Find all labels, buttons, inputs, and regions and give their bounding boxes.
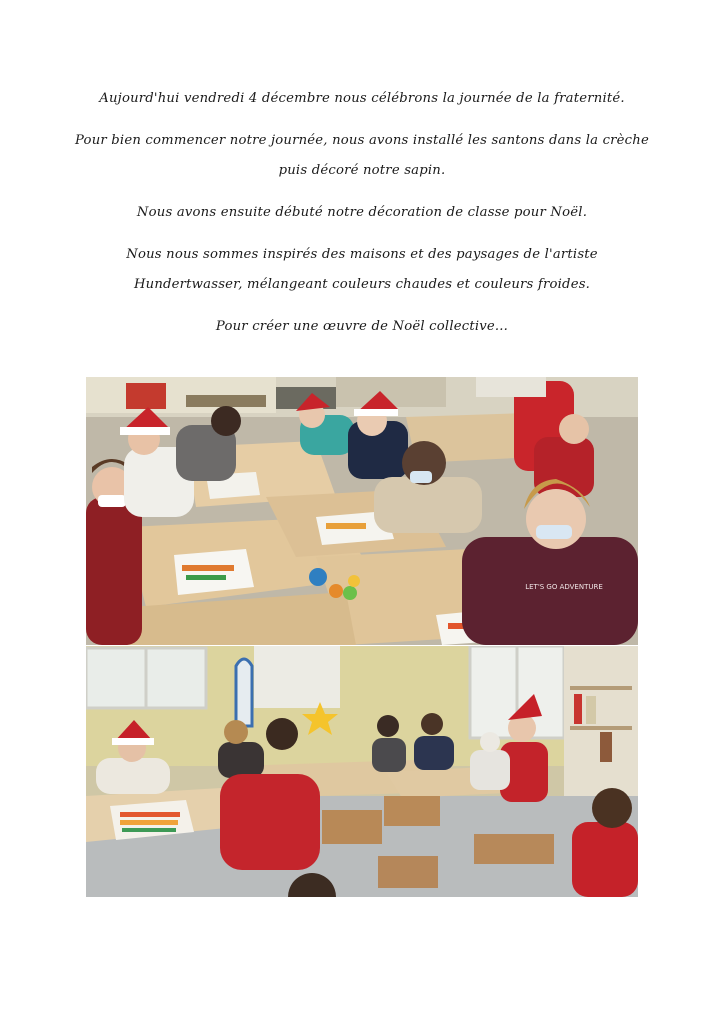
classroom-photo-overview — [86, 646, 638, 897]
classroom-photo-painting — [86, 377, 638, 645]
sweatshirt-text: LET'S GO ADVENTURE — [525, 583, 603, 591]
photo-painting-illustration — [86, 377, 638, 645]
paragraph-line: Pour créer une œuvre de Noël collective... — [215, 319, 509, 334]
paragraph-2 — [60, 126, 664, 186]
paragraph-line: puis décoré notre sapin. — [278, 163, 446, 178]
paragraph-line: Nous avons ensuite débuté notre décoration de classe pour Noël. — [136, 205, 588, 220]
paragraph-line: Hundertwasser, mélangeant couleurs chaudes et couleurs froides. — [133, 277, 591, 292]
paragraph-line: Pour bien commencer notre journée, nous avons installé les santons dans la crèche — [75, 133, 649, 148]
paragraph-line: Aujourd'hui vendredi 4 décembre nous célébrons la journée de la fraternité. — [99, 91, 625, 106]
paragraph-line: Nous nous sommes inspirés des maisons et des paysages de l'artiste — [126, 247, 598, 262]
paragraph-1 — [60, 84, 664, 114]
paragraph-3 — [60, 198, 664, 228]
photo-overview-illustration — [86, 646, 638, 897]
paragraph-5 — [60, 312, 664, 342]
text-block — [60, 84, 664, 354]
paragraph-4 — [60, 240, 664, 300]
